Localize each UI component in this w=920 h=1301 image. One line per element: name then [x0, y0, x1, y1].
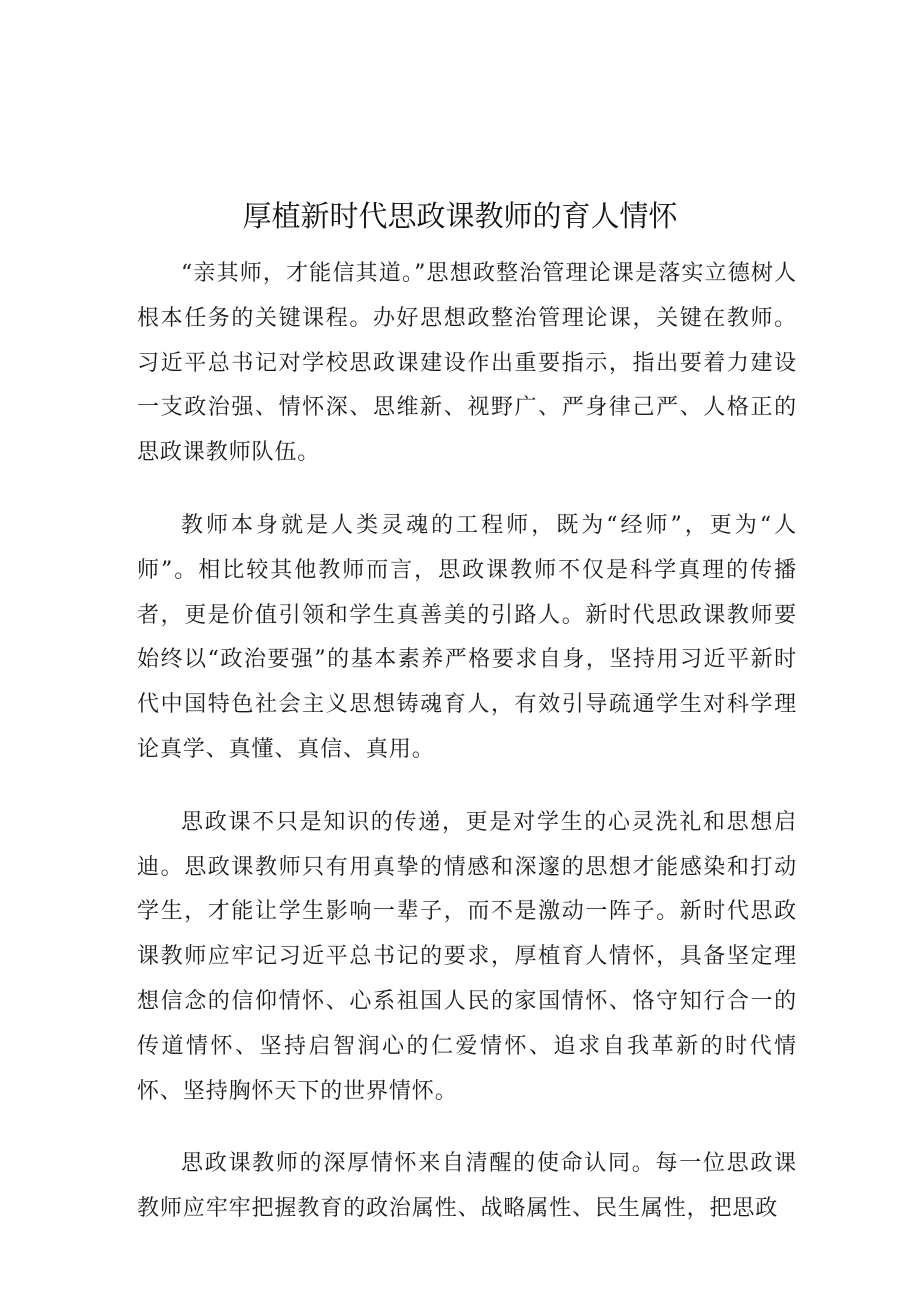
document-body [137, 252, 797, 1260]
paragraph-2: 教师本身就是人类灵魂的工程师，既为“经师”，更为“人师”。相比较其他教师而言，思政课教师不仅是科学真理的传播者，更是价值引领和学生真善美的引路人。新时代思政课教师要始终以“政治要强”的基本素养严格要求自身，坚持用习近平新时代中国特色社会主义思想铸魂育人，有效引导疏通学生对科学理论真学、真懂、真信、真用。 [137, 512, 797, 762]
document-title: 厚植新时代思政课教师的育人情怀 [242, 199, 678, 233]
paragraph-1: “亲其师，才能信其道。”思想政整治管理论课是落实立德树人根本任务的关键课程。办好思想政整治管理论课，关键在教师。习近平总书记对学校思政课建设作出重要指示，指出要着力建设一支政治强、情怀深、思维新、视野广、严身律己严、人格正的思政课教师队伍。 [137, 261, 797, 466]
paragraph-4: 思政课教师的深厚情怀来自清醒的使命认同。每一位思政课教师应牢牢把握教育的政治属性、战略属性、民生属性，把思政 [137, 1151, 797, 1222]
paragraph-3: 思政课不只是知识的传递，更是对学生的心灵洗礼和思想启迪。思政课教师只有用真挚的情感和深邃的思想才能感染和打动学生，才能让学生影响一辈子，而不是激动一阵子。新时代思政课教师应牢记习近平总书记的要求，厚植育人情怀，具备坚定理想信念的信仰情怀、心系祖国人民的家国情怀、恪守知行合一的传道情怀、坚持启智润心的仁爱情怀、追求自我革新的时代情怀、坚持胸怀天下的世界情怀。 [137, 809, 797, 1104]
